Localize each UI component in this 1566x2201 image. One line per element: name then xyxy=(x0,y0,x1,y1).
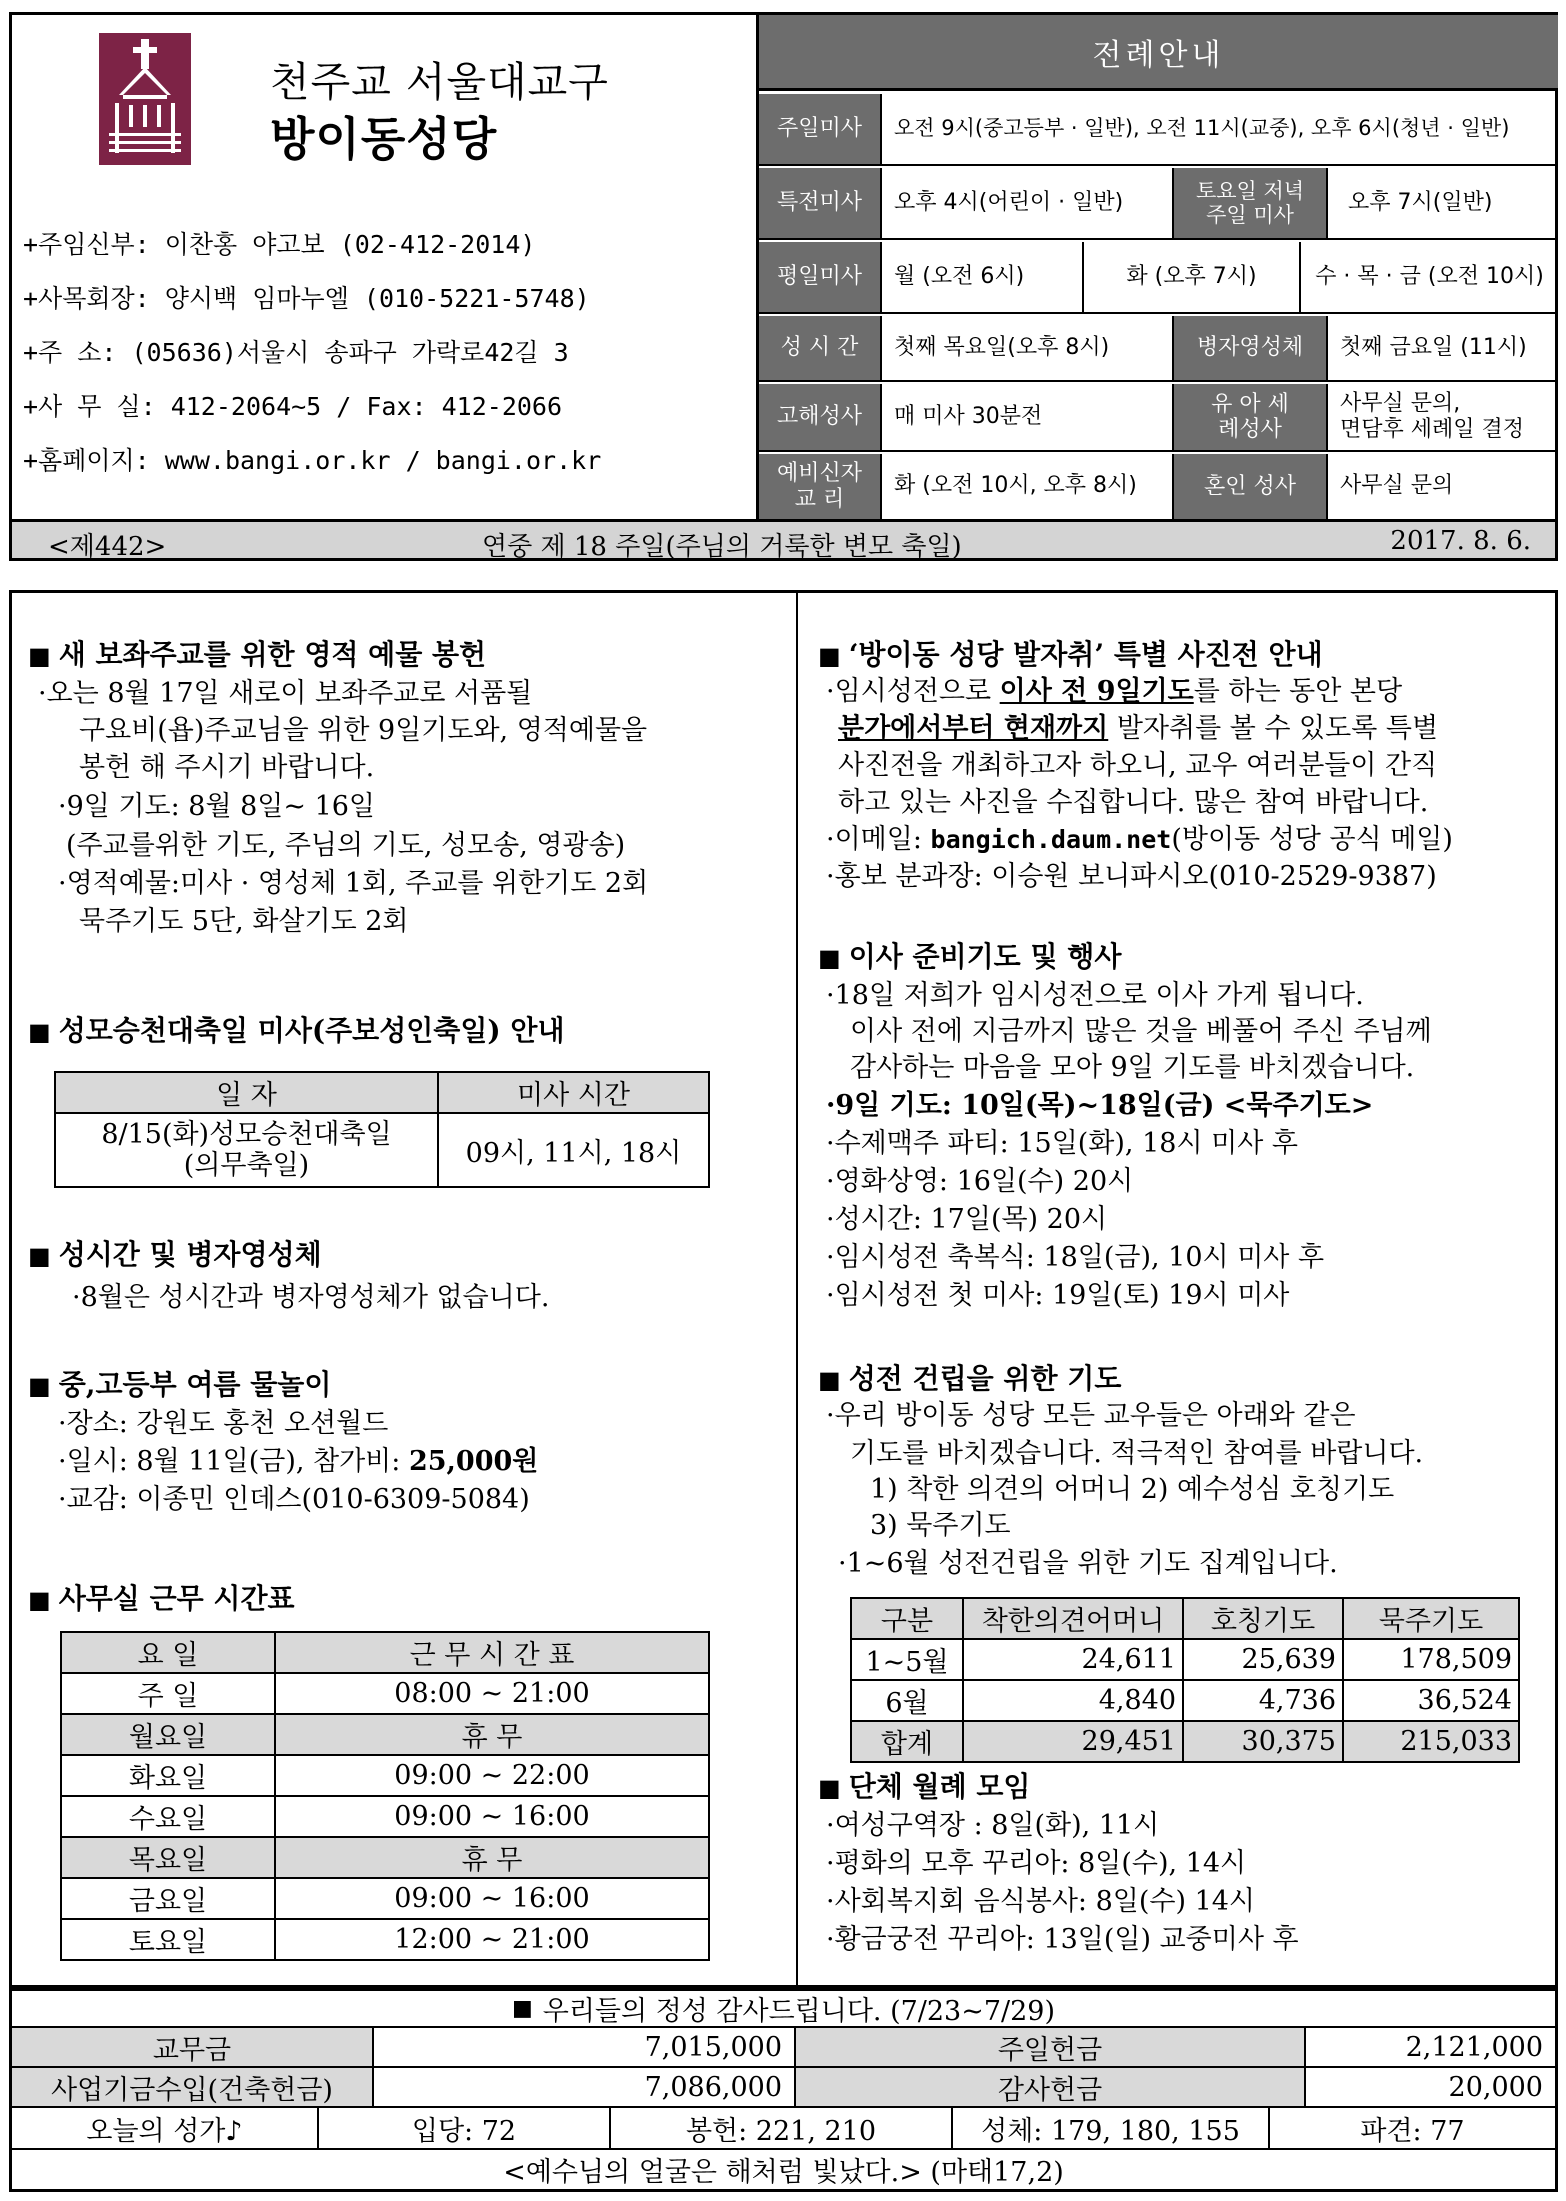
bullet-square-icon: ■ xyxy=(818,641,841,670)
section-church-building-title: ■ 성전 건립을 위한 기도 xyxy=(818,1362,1122,1395)
moving-event-item: ·영화상영: 16일(수) 20시 xyxy=(826,1166,1134,1197)
sick-communion-label: 병자영성체 xyxy=(1174,316,1326,380)
building-fund-value: 7,086,000 xyxy=(374,2068,794,2106)
meeting-item: ·평화의 모후 꾸리아: 8일(수), 14시 xyxy=(826,1848,1247,1879)
summer-trip-place: ·장소: 강원도 홍천 오션월드 xyxy=(58,1408,389,1439)
photo-exhibit-email: ·이메일: bangich.daum.net(방이동 성당 공식 메일) xyxy=(826,824,1453,855)
table-cell: 월요일 xyxy=(61,1714,275,1755)
sunday-collection-value: 2,121,000 xyxy=(1306,2028,1555,2066)
table-header: 묵주기도 xyxy=(1343,1598,1519,1639)
table-cell: 휴 무 xyxy=(275,1714,709,1755)
infant-baptism-value xyxy=(1328,384,1558,450)
thanksgiving-label: 감사헌금 xyxy=(997,2074,1103,2106)
weekday-tue: 화 (오후 7시) xyxy=(1126,263,1257,289)
hymns-label: 오늘의 성가♪ xyxy=(86,2115,243,2147)
section-office-hours-title: ■ 사무실 근무 시간표 xyxy=(28,1582,295,1615)
hymns-row xyxy=(12,2108,1555,2150)
section-moving-prayer-title: ■ 이사 준비기도 및 행사 xyxy=(818,940,1122,973)
table-cell: 목요일 xyxy=(61,1837,275,1878)
sunday-title: 연중 제 18 주일(주님의 거룩한 변모 축일) xyxy=(482,532,962,562)
liturgy-title: 전례안내 xyxy=(759,15,1558,91)
holy-hour-row xyxy=(759,316,1558,382)
bullet-square-icon: ■ xyxy=(28,1585,51,1614)
bullet-square-icon: ■ xyxy=(818,1365,841,1394)
bullet-square-icon: ■ xyxy=(28,641,51,670)
summer-trip-date: ·일시: 8월 11일(금), 참가비: 25,000원 xyxy=(58,1446,539,1477)
parish-name: 방이동성당 xyxy=(270,112,498,166)
confession-value: 매 미사 30분전 xyxy=(894,403,1043,429)
table-cell: 주 일 xyxy=(61,1673,275,1714)
meeting-item: ·여성구역장 : 8일(화), 11시 xyxy=(826,1810,1160,1841)
church-logo-icon xyxy=(99,33,191,165)
table-cell: 29,451 xyxy=(963,1721,1183,1762)
building-fund-label: 사업기금수입(건축헌금) xyxy=(51,2074,333,2106)
saturday-mass-value: 오후 7시(일반) xyxy=(1348,189,1493,215)
confession-row xyxy=(759,384,1558,452)
table-cell: 09:00 ~ 22:00 xyxy=(275,1755,709,1796)
offerings-row-2 xyxy=(12,2068,1555,2108)
photo-exhibit-line: 사진전을 개최하고자 하오니, 교우 여러분들이 간직 xyxy=(838,750,1438,781)
bishop-prayer-line: 봉헌 해 주시기 바랍니다. xyxy=(79,752,375,783)
bulletin-header xyxy=(9,12,1558,561)
prayer-tally-table xyxy=(850,1597,1520,1763)
bullet-square-icon: ■ xyxy=(28,1371,51,1400)
table-cell: 휴 무 xyxy=(275,1837,709,1878)
hymn-communion: 성체: 179, 180, 155 xyxy=(981,2115,1240,2147)
catechumen-value: 화 (오전 10시, 오후 8시) xyxy=(894,473,1137,499)
table-cell: 09:00 ~ 16:00 xyxy=(275,1796,709,1837)
gospel-verse: <예수님의 얼굴은 해처럼 빛났다.> (마태17,2) xyxy=(503,2157,1064,2188)
building-prayer-line: ·우리 방이동 성당 모든 교우들은 아래와 같은 xyxy=(826,1400,1356,1431)
sick-communion-value: 첫째 금요일 (11시) xyxy=(1340,334,1527,360)
email-link[interactable]: bangich.daum.net xyxy=(930,825,1172,854)
archdiocese-name: 천주교 서울대교구 xyxy=(270,58,609,106)
issue-date: 2017. 8. 6. xyxy=(1390,526,1531,556)
hymn-entrance: 입당: 72 xyxy=(411,2115,517,2147)
section-photo-exhibit-title: ■ ‘방이동 성당 발자취’ 특별 사진전 안내 xyxy=(818,638,1323,671)
table-cell: 36,524 xyxy=(1343,1680,1519,1721)
column-divider xyxy=(796,593,798,1985)
photo-exhibit-contact: ·홍보 분과장: 이승원 보니파시오(010-2529-9387) xyxy=(826,861,1437,892)
moving-event-item: ·임시성전 축복식: 18일(금), 10시 미사 후 xyxy=(826,1242,1325,1273)
issue-number: <제442> xyxy=(48,532,167,562)
bishop-prayer-line: 묵주기도 5단, 화살기도 2회 xyxy=(79,906,409,937)
weekday-mass-label: 평일미사 xyxy=(759,242,880,312)
table-cell: 1~5월 xyxy=(851,1639,963,1680)
bullet-square-icon: ■ xyxy=(511,1996,533,2021)
bishop-prayer-line: ·영적예물:미사 · 영성체 1회, 주교를 위한기도 2회 xyxy=(58,868,649,899)
moving-event-item: ·임시성전 첫 미사: 19일(토) 19시 미사 xyxy=(826,1280,1290,1311)
table-cell: 토요일 xyxy=(61,1919,275,1960)
verse-row xyxy=(12,2150,1555,2189)
infant-baptism-label: 유 아 세례성사 xyxy=(1174,384,1326,450)
weekday-mass-row xyxy=(759,242,1558,314)
section-holy-hour-title: ■ 성시간 및 병자영성체 xyxy=(28,1238,322,1271)
bulletin-body xyxy=(9,590,1558,1988)
catechumen-row xyxy=(759,454,1558,519)
dues-label: 교무금 xyxy=(152,2034,232,2066)
catechumen-label: 예비신자 교 리 xyxy=(759,454,880,519)
table-cell: 08:00 ~ 21:00 xyxy=(275,1673,709,1714)
table-cell: 수요일 xyxy=(61,1796,275,1837)
wedding-label: 혼인 성사 xyxy=(1174,454,1326,519)
table-cell: 09시, 11시, 18시 xyxy=(438,1113,709,1187)
confession-label: 고해성사 xyxy=(759,384,880,450)
moving-prayer-line: 이사 전에 지금까지 많은 것을 베풀어 주신 주님께 xyxy=(850,1016,1432,1047)
saturday-mass-label: 토요일 저녁 주일 미사 xyxy=(1174,168,1326,238)
sunday-mass-row xyxy=(759,94,1558,166)
table-header: 요 일 xyxy=(61,1632,275,1673)
table-cell: 합계 xyxy=(851,1721,963,1762)
issue-bar xyxy=(12,519,1555,562)
weekday-wed-thu-fri: 수 · 목 · 금 (오전 10시) xyxy=(1315,263,1544,289)
building-prayer-line: ·1~6월 성전건립을 위한 기도 집계입니다. xyxy=(838,1548,1338,1579)
anticipated-mass-row xyxy=(759,168,1558,240)
section-bishop-prayer-title: ■ 새 보좌주교를 위한 영적 예물 봉헌 xyxy=(28,638,487,671)
thanksgiving-value: 20,000 xyxy=(1306,2068,1555,2106)
table-cell: 12:00 ~ 21:00 xyxy=(275,1919,709,1960)
moving-event-item: ·성시간: 17일(목) 20시 xyxy=(826,1204,1108,1235)
building-prayer-line: 3) 묵주기도 xyxy=(870,1510,1011,1541)
photo-exhibit-line: 분가에서부터 현재까지 발자취를 볼 수 있도록 특별 xyxy=(838,713,1439,744)
moving-prayer-line: 감사하는 마음을 모아 9일 기도를 바치겠습니다. xyxy=(850,1052,1415,1083)
offerings-row-1 xyxy=(12,2028,1555,2068)
table-header: 근 무 시 간 표 xyxy=(275,1632,709,1673)
table-cell: 25,639 xyxy=(1183,1639,1343,1680)
table-header: 미사 시간 xyxy=(438,1072,709,1113)
contact-address: +주 소: (05636)서울시 송파구 가락로42길 3 xyxy=(23,338,569,367)
table-header: 호칭기도 xyxy=(1183,1598,1343,1639)
building-prayer-line: 기도를 바치겠습니다. 적극적인 참여를 바랍니다. xyxy=(850,1438,1424,1469)
bishop-prayer-line: ·9일 기도: 8월 8일~ 16일 xyxy=(58,791,376,822)
weekday-mon: 월 (오전 6시) xyxy=(894,263,1025,289)
contact-council-president: +사목회장: 양시백 임마누엘 (010-5221-5748) xyxy=(23,284,590,313)
photo-exhibit-line: 하고 있는 사진을 수집합니다. 많은 참여 바랍니다. xyxy=(838,787,1429,818)
table-cell: 24,611 xyxy=(963,1639,1183,1680)
holy-hour-label: 성 시 간 xyxy=(759,316,880,380)
building-prayer-line: 1) 착한 의견의 어머니 2) 예수성심 호칭기도 xyxy=(870,1474,1395,1505)
table-cell: 178,509 xyxy=(1343,1639,1519,1680)
table-cell: 8/15(화)성모승천대축일 (의무축일) xyxy=(55,1113,438,1187)
dues-value: 7,015,000 xyxy=(374,2028,794,2066)
parish-info xyxy=(12,15,756,519)
special-mass-label: 특전미사 xyxy=(759,168,880,238)
table-cell: 4,840 xyxy=(963,1680,1183,1721)
assumption-mass-table xyxy=(54,1071,710,1188)
bullet-square-icon: ■ xyxy=(818,1773,841,1802)
meeting-item: ·황금궁전 꾸리아: 13일(일) 교중미사 후 xyxy=(826,1924,1299,1955)
contact-homepage[interactable]: +홈페이지: www.bangi.or.kr / bangi.or.kr xyxy=(23,446,602,475)
holy-hour-value: 첫째 목요일(오후 8시) xyxy=(894,334,1110,360)
offerings-thanks-row xyxy=(12,1988,1555,2028)
photo-exhibit-line: ·임시성전으로 이사 전 9일기도를 하는 동안 본당 xyxy=(826,676,1403,707)
bishop-prayer-line: 구요비(욥)주교님을 위한 9일기도와, 영적예물을 xyxy=(79,715,648,746)
bishop-prayer-line: (주교를위한 기도, 주님의 기도, 성모송, 영광송) xyxy=(66,830,626,861)
offerings-footer xyxy=(9,1988,1558,2192)
infant-baptism-line2: 면담후 세례일 결정 xyxy=(1340,417,1525,442)
moving-prayer-novena: ·9일 기도: 10일(목)~18일(금) <묵주기도> xyxy=(826,1090,1374,1121)
sunday-collection-label: 주일헌금 xyxy=(997,2034,1103,2066)
table-cell: 30,375 xyxy=(1183,1721,1343,1762)
table-cell: 215,033 xyxy=(1343,1721,1519,1762)
sunday-mass-label: 주일미사 xyxy=(759,94,880,164)
wedding-value: 사무실 문의 xyxy=(1340,473,1454,499)
special-mass-value: 오후 4시(어린이 · 일반) xyxy=(894,189,1124,215)
table-cell: 4,736 xyxy=(1183,1680,1343,1721)
hymn-offertory: 봉헌: 221, 210 xyxy=(685,2115,877,2147)
infant-baptism-line1: 사무실 문의, xyxy=(1340,390,1461,416)
offerings-thanks: ■ 우리들의 정성 감사드립니다. (7/23~7/29) xyxy=(511,1996,1056,2027)
table-cell: 6월 xyxy=(851,1680,963,1721)
table-cell: 09:00 ~ 16:00 xyxy=(275,1878,709,1919)
hymn-recessional: 파견: 77 xyxy=(1360,2115,1465,2147)
table-cell: 화요일 xyxy=(61,1755,275,1796)
table-header: 일 자 xyxy=(55,1072,438,1113)
holy-hour-notice: ·8월은 성시간과 병자영성체가 없습니다. xyxy=(72,1282,550,1313)
office-hours-table xyxy=(60,1631,710,1961)
moving-event-item: ·수제맥주 파티: 15일(화), 18시 미사 후 xyxy=(826,1128,1298,1159)
section-monthly-meetings-title: ■ 단체 월례 모임 xyxy=(818,1770,1031,1803)
table-cell: 금요일 xyxy=(61,1878,275,1919)
meeting-item: ·사회복지회 음식봉사: 8일(수) 14시 xyxy=(826,1886,1256,1917)
sunday-mass-value: 오전 9시(중고등부 · 일반), 오전 11시(교중), 오후 6시(청년 · 일반) xyxy=(894,116,1510,141)
liturgy-schedule xyxy=(756,15,1558,519)
contact-priest: +주임신부: 이찬홍 야고보 (02-412-2014) xyxy=(23,230,536,259)
contact-office[interactable]: +사 무 실: 412-2064~5 / Fax: 412-2066 xyxy=(23,392,563,421)
table-header: 구분 xyxy=(851,1598,963,1639)
bullet-square-icon: ■ xyxy=(28,1017,51,1046)
section-summer-trip-title: ■ 중,고등부 여름 물놀이 xyxy=(28,1368,332,1401)
table-header: 착한의견어머니 xyxy=(963,1598,1183,1639)
bullet-square-icon: ■ xyxy=(28,1241,51,1270)
bishop-prayer-line: ·오는 8월 17일 새로이 보좌주교로 서품될 xyxy=(38,678,533,709)
section-assumption-title: ■ 성모승천대축일 미사(주보성인축일) 안내 xyxy=(28,1014,565,1047)
bullet-square-icon: ■ xyxy=(818,943,841,972)
summer-trip-teacher: ·교감: 이종민 인데스(010-6309-5084) xyxy=(58,1484,530,1515)
moving-prayer-line: ·18일 저희가 임시성전으로 이사 가게 됩니다. xyxy=(826,980,1364,1011)
